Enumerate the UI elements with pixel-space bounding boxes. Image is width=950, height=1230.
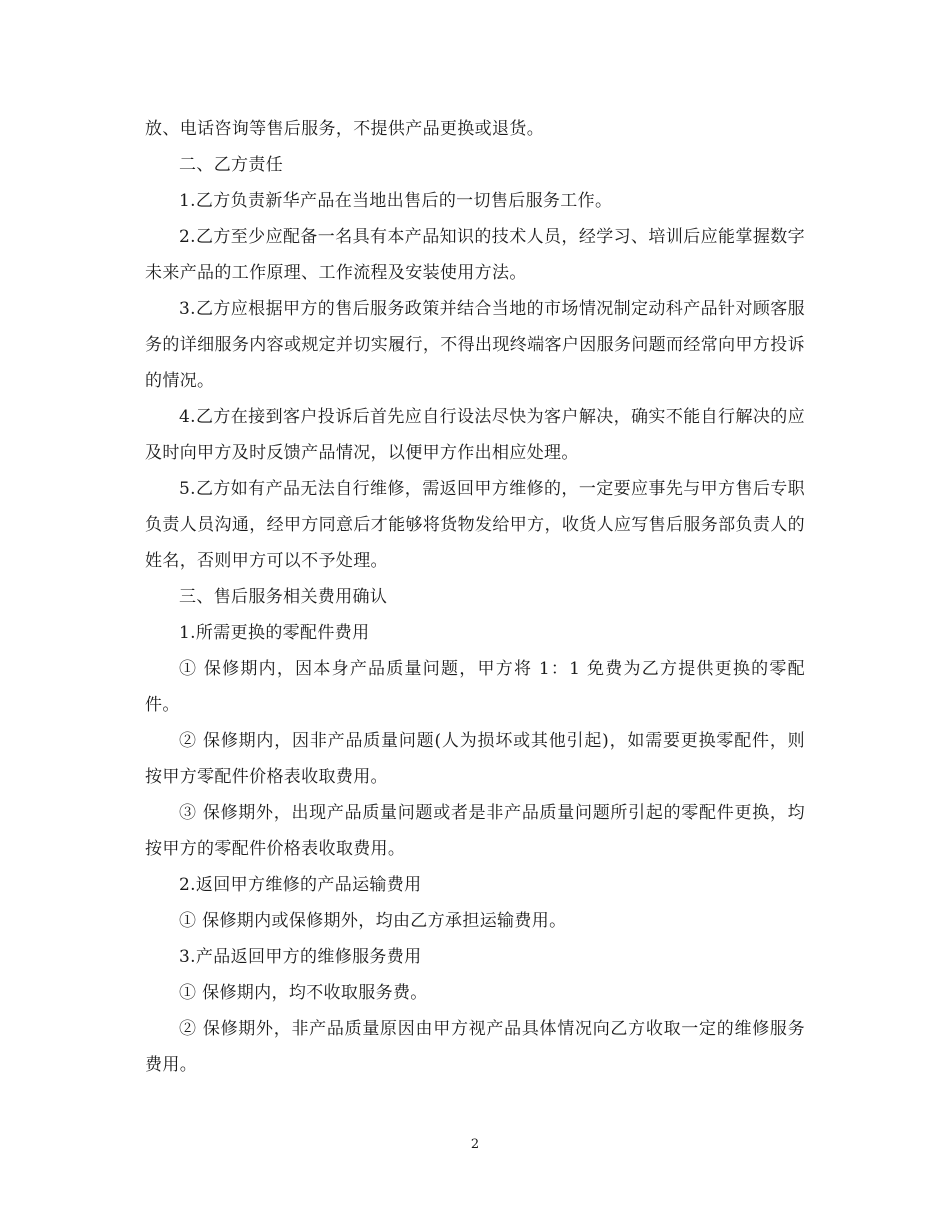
subheading-parts-fees: 1.所需更换的零配件费用 [179, 623, 370, 643]
paragraph-repair-fee-1: ① 保修期内，均不收取服务费。 [179, 983, 428, 1003]
document-body [145, 111, 805, 1083]
paragraph-b-item-2: 2.乙方至少应配备一名具有本产品知识的技术人员，经学习、培训后应能掌握数字未来产品的工作原理、工作流程及安装使用方法。 [145, 227, 805, 283]
section-heading-service-fees: 三、售后服务相关费用确认 [179, 587, 388, 607]
section-heading-party-b-responsibilities: 二、乙方责任 [179, 155, 284, 175]
paragraph-repair-fee-2: ② 保修期外，非产品质量原因由甲方视产品具体情况向乙方收取一定的维修服务费用。 [145, 1019, 805, 1075]
paragraph-shipping-fee-1: ① 保修期内或保修期外，均由乙方承担运输费用。 [179, 911, 567, 931]
paragraph-b-item-1: 1.乙方负责新华产品在当地出售后的一切售后服务工作。 [179, 191, 613, 211]
paragraph-b-item-3: 3.乙方应根据甲方的售后服务政策并结合当地的市场情况制定动科产品针对顾客服务的详细服务内容或规定并切实履行，不得出现终端客户因服务问题而经常向甲方投诉的情况。 [145, 299, 805, 391]
page-number: 2 [470, 1137, 480, 1152]
paragraph-b-item-4: 4.乙方在接到客户投诉后首先应自行设法尽快为客户解决，确实不能自行解决的应及时向甲方及时反馈产品情况，以便甲方作出相应处理。 [145, 407, 805, 463]
paragraph-continuation: 放、电话咨询等售后服务，不提供产品更换或退货。 [145, 119, 545, 139]
paragraph-parts-fee-3: ③ 保修期外，出现产品质量问题或者是非产品质量问题所引起的零配件更换，均按甲方的零配件价格表收取费用。 [145, 803, 805, 859]
paragraph-parts-fee-2: ② 保修期内，因非产品质量问题(人为损坏或其他引起)，如需要更换零配件，则按甲方零配件价格表收取费用。 [145, 731, 805, 787]
paragraph-b-item-5: 5.乙方如有产品无法自行维修，需返回甲方维修的，一定要应事先与甲方售后专职负责人员沟通，经甲方同意后才能够将货物发给甲方，收货人应写售后服务部负责人的姓名，否则甲方可以不予处理。 [145, 479, 805, 571]
paragraph-parts-fee-1: ① 保修期内，因本身产品质量问题，甲方将 1：1 免费为乙方提供更换的零配件。 [145, 659, 805, 715]
subheading-repair-service-fees: 3.产品返回甲方的维修服务费用 [179, 947, 422, 967]
subheading-shipping-fees: 2.返回甲方维修的产品运输费用 [179, 875, 422, 895]
